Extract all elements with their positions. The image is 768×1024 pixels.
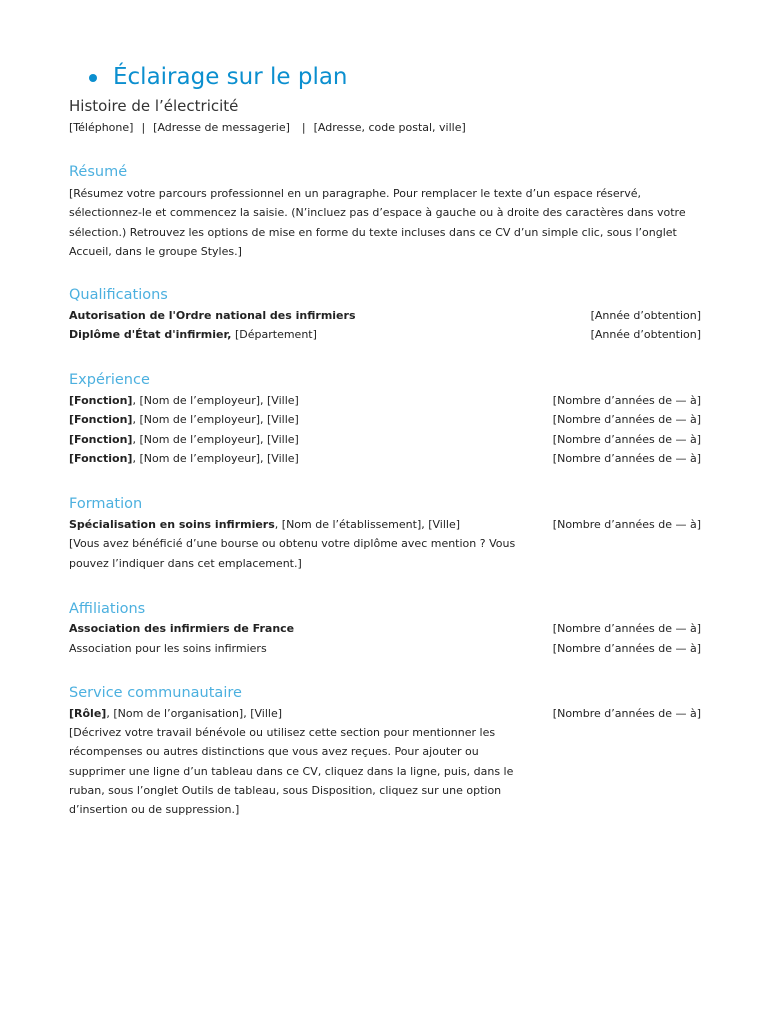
experience-years[interactable]: [Nombre d’années de — à]: [552, 413, 701, 426]
section-heading-experience[interactable]: Expérience: [69, 372, 150, 388]
title-row: [89, 62, 348, 92]
community-years[interactable]: [Nombre d’années de — à]: [552, 707, 701, 720]
contact-separator: |: [141, 121, 146, 134]
experience-row: [69, 430, 701, 449]
education-title: Spécialisation en soins infirmiers, [Nom de l’établissement], [Ville]: [69, 518, 461, 531]
education-years[interactable]: [Nombre d’années de — à]: [552, 518, 701, 531]
community-row: [69, 704, 701, 723]
qualification-row: [69, 306, 701, 325]
community-title: [Rôle], [Nom de l’organisation], [Ville]: [69, 707, 283, 720]
experience-row: [69, 410, 701, 429]
qualification-row: [69, 325, 701, 344]
education-row: [69, 515, 701, 534]
education-note-line: pouvez l’indiquer dans cet emplacement.]: [69, 557, 302, 570]
community-desc-line: ruban, sous l’onglet Outils de tableau, sous Disposition, cliquez sur une option: [69, 784, 502, 797]
section-heading-summary[interactable]: Résumé: [69, 164, 128, 180]
section-heading-community[interactable]: Service communautaire: [69, 685, 242, 701]
education-note-line: [Vous avez bénéficié d’une bourse ou obtenu votre diplôme avec mention ? Vous: [69, 537, 516, 550]
affiliation-years[interactable]: [Nombre d’années de — à]: [552, 622, 701, 635]
experience-title: [Fonction], [Nom de l’employeur], [Ville]: [69, 433, 299, 446]
experience-title: [Fonction], [Nom de l’employeur], [Ville]: [69, 394, 299, 407]
qualification-year[interactable]: [Année d’obtention]: [590, 328, 701, 341]
affiliation-row: [69, 619, 701, 638]
qualification-title: Autorisation de l'Ordre national des infirmiers: [69, 309, 356, 322]
contact-phone[interactable]: [Téléphone]: [69, 121, 134, 134]
contact-separator: |: [301, 121, 306, 134]
subtitle[interactable]: Histoire de l’électricité: [69, 97, 239, 115]
summary-text[interactable]: [Résumez votre parcours professionnel en un paragraphe. Pour remplacer le texte d’un espace réservé, sélectionnez-le et commencez la saisie. (N’incluez pas d’espace à gauche ou à droite des caractères dans votre sélection.) Retrouvez les options de mise en forme du texte incluses dans ce CV d’un simple clic, sous l’onglet Accueil, dans le groupe Styles.]: [69, 187, 686, 258]
contact-email[interactable]: [Adresse de messagerie]: [153, 121, 290, 134]
experience-row: [69, 449, 701, 468]
community-desc-line: [Décrivez votre travail bénévole ou utilisez cette section pour mentionner les: [69, 726, 496, 739]
experience-title: [Fonction], [Nom de l’employeur], [Ville]: [69, 413, 299, 426]
affiliation-years[interactable]: [Nombre d’années de — à]: [552, 642, 701, 655]
page-title[interactable]: Éclairage sur le plan: [113, 64, 348, 90]
community-desc-line: supprimer une ligne d’un tableau dans ce CV, cliquez dans la ligne, puis, dans le: [69, 765, 514, 778]
experience-years[interactable]: [Nombre d’années de — à]: [552, 452, 701, 465]
section-heading-education[interactable]: Formation: [69, 496, 143, 512]
experience-years[interactable]: [Nombre d’années de — à]: [552, 433, 701, 446]
section-heading-affiliations[interactable]: Affiliations: [69, 601, 146, 617]
qualification-year[interactable]: [Année d’obtention]: [590, 309, 701, 322]
experience-years[interactable]: [Nombre d’années de — à]: [552, 394, 701, 407]
community-desc-line: d’insertion ou de suppression.]: [69, 803, 240, 816]
affiliation-title: Association pour les soins infirmiers: [69, 642, 267, 655]
contact-line: [69, 120, 466, 135]
experience-row: [69, 391, 701, 410]
contact-address[interactable]: [Adresse, code postal, ville]: [313, 121, 466, 134]
affiliation-row: [69, 639, 701, 658]
affiliation-title: Association des infirmiers de France: [69, 622, 295, 635]
bullet-icon: [89, 74, 97, 82]
experience-title: [Fonction], [Nom de l’employeur], [Ville]: [69, 452, 299, 465]
community-desc-line: récompenses ou autres distinctions que vous avez reçues. Pour ajouter ou: [69, 745, 479, 758]
section-heading-qualifications[interactable]: Qualifications: [69, 287, 168, 303]
qualification-title: Diplôme d'État d'infirmier, [Département]: [69, 328, 317, 341]
